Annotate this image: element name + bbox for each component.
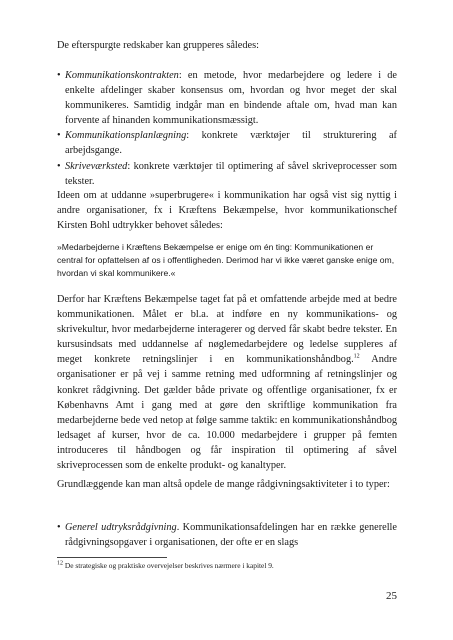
main-paragraph-part-1: Derfor har Kræftens Bekæmpelse taget fat på et omfattende arbejde med at bedre kommunikationen. Målet er bl.a. at indføre en ny kommunikations- og skrivekultur, hvor medarbejderne interagerer og derved får skabt bedre tekster. En kursusindsats med uddannelse af nøglemedarbejdere og ledelse suppleres af meget konkrete retningslinjer i en kommunikationshåndbog.	[57, 294, 397, 366]
bullet-text: : konkrete værktøjer til strukturering af arbejdsgange.	[65, 130, 397, 157]
block-quote: »Medarbejderne i Kræftens Bekæmpelse er enige om én ting: Kommunikationen er central for opfattelsen af os i offentligheden. Derimod har vi ikke været ganske enige om, hvordan vi skal kommunikere.«	[57, 242, 395, 279]
bullet-icon: •	[57, 70, 61, 81]
main-paragraph-part-2: Andre organisationer er på vej i samme retning med udformning af retningslinjer og konkret rådgivning. Det gælder både private og offentlige organisationer, fx er Københavns Amt i gang med at gøre den skriftlige kommunikation fra medarbejderne bede ved netop at følge samme taktik: en kommunikationshåndbog ledsaget af kurser, hvor de ca. 10.000 medarbejdere i grupper på femten introduceres til håndbogen og får inspiration til optimering af såvel skriveprocessen som de enkelte produkt- og kanaltyper.	[57, 354, 397, 472]
bullet-text: . Kommunikationsafdelingen har en række generelle rådgivningsopgaver i organisationen, der ofte er en slags	[65, 522, 397, 549]
list-item	[57, 68, 397, 128]
tools-bullet-list	[57, 68, 397, 189]
list-item	[57, 159, 397, 189]
intro-paragraph: De efterspurgte redskaber kan grupperes således:	[57, 40, 259, 51]
list-item	[57, 128, 397, 158]
bullet-term: Kommunikationskontrakten	[65, 70, 179, 81]
superuser-paragraph: Ideen om at uddanne »superbrugere« i kommunikation har også vist sig nyttig i andre organisationer, fx i Kræftens Bekæmpelse, hvor kommunikationschef Kirsten Bohl udtrykker behovet således:	[57, 190, 397, 232]
bullet-icon: •	[57, 522, 61, 533]
types-paragraph: Grundlæggende kan man altså opdele de mange rådgivningsaktiviteter i to typer:	[57, 479, 390, 490]
bullet-term: Skriveværksted	[65, 160, 128, 172]
footnote	[57, 561, 397, 571]
bullet-icon: •	[57, 160, 61, 172]
bullet-text: : konkrete værktøjer til optimering af såvel skriveprocesser som tekster.	[65, 160, 397, 187]
footnote-reference[interactable]: 12	[353, 353, 360, 360]
footnote-divider	[57, 557, 167, 558]
list-item	[57, 520, 397, 550]
bullet-text: : en metode, hvor medarbejdere og ledere i de enkelte afdelinger skaber konsensus om, hvordan og hvor meget der skal kommunikeres. Samtidig indgår man en bindende aftale om, hvad man kan forvente af hinanden kommunikationsmæssigt.	[65, 70, 397, 127]
main-paragraph	[57, 292, 397, 473]
page-number: 25	[386, 590, 397, 602]
types-bullet-list	[57, 520, 397, 550]
footnote-number: 12	[57, 560, 63, 567]
bullet-term: Kommunikationsplanlægning	[65, 130, 187, 142]
bullet-term: Generel udtryksrådgivning	[65, 522, 177, 533]
footnote-text: De strategiske og praktiske overvejelser beskrives nærmere i kapitel 9.	[64, 561, 274, 570]
bullet-icon: •	[57, 130, 61, 142]
